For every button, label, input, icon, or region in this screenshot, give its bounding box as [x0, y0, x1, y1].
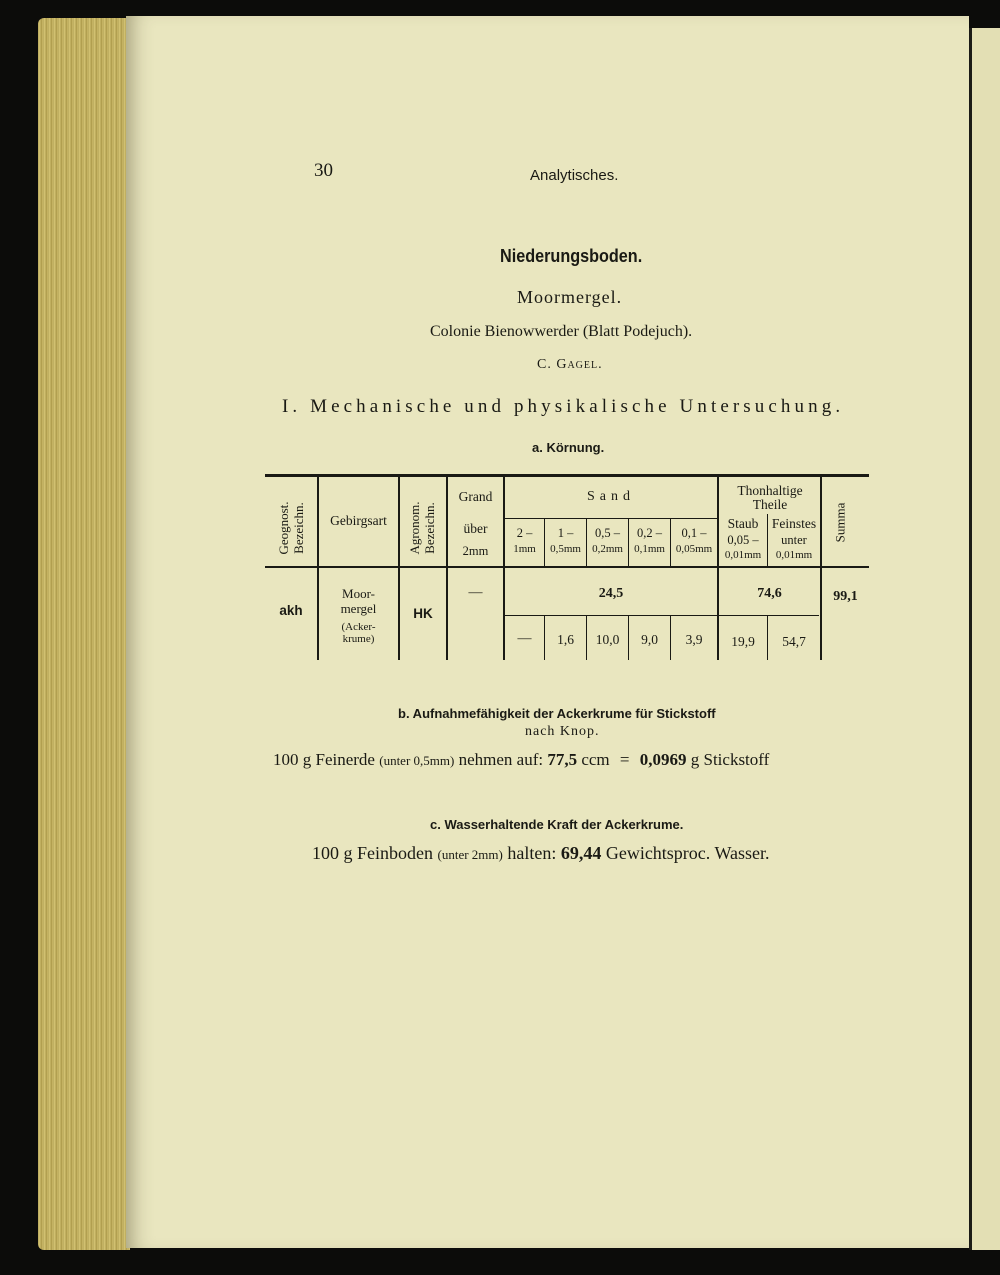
section-b-paren: (unter 0,5mm) — [379, 753, 455, 768]
section-b-equals: = — [619, 750, 630, 769]
row-gebirgsart-3: (Acker- — [341, 621, 376, 633]
section-b-unit-ccm: ccm — [581, 750, 610, 769]
location: Colonie Bienowwerder (Blatt Podejuch). — [430, 323, 693, 340]
section-b-heading: b. Aufnahmefähigkeit der Ackerkrume für Stickstoff — [398, 706, 716, 721]
header-staub-sub: 0,01mm — [724, 549, 762, 561]
header-grand-size: 2mm — [462, 544, 489, 558]
header-agronom: Agronom. Bezeichn. — [407, 501, 437, 555]
author: C. Gagel. — [537, 357, 603, 372]
header-sand-col-5: 0,1 – — [681, 526, 707, 540]
section-b-method: nach Knop. — [525, 724, 600, 739]
row-agronom: HK — [413, 606, 433, 621]
table-top-rule — [265, 474, 869, 477]
header-sand-col-5-sub: 0,05mm — [675, 543, 713, 555]
table-heading: a. Körnung. — [532, 440, 605, 455]
row-geognost: akh — [279, 603, 303, 618]
header-sand: Sand — [587, 489, 635, 504]
section-c-line — [312, 843, 770, 864]
koernung-table — [265, 470, 869, 666]
row-sand-value-1: 1,6 — [557, 632, 574, 647]
row-gebirgsart-2: mergel — [340, 601, 377, 616]
row-gebirgsart-4: krume) — [342, 633, 375, 645]
row-feinstes: 54,7 — [782, 634, 806, 649]
header-staub: Staub — [727, 516, 759, 531]
section-c-text-post: Gewichtsproc. Wasser. — [605, 843, 770, 863]
subtitle: Moormergel. — [517, 287, 623, 307]
section-c-paren: (unter 2mm) — [437, 847, 503, 862]
next-page-edge — [969, 28, 1000, 1250]
running-head: Analytisches. — [530, 167, 619, 184]
header-sand-col-1-sub: 1mm — [513, 543, 536, 555]
row-grand-top: — — [468, 585, 483, 600]
row-thon-total: 74,6 — [757, 586, 782, 601]
col-rule-2 — [398, 476, 400, 660]
header-gebirgsart: Gebirgsart — [330, 513, 387, 528]
section-b-line — [273, 750, 769, 770]
header-sand-col-3-sub: 0,2mm — [592, 543, 623, 555]
header-summa: Summa — [832, 502, 848, 543]
row-sand-value-3: 9,0 — [641, 632, 658, 647]
section-b-text-pre: 100 g Feinerde — [273, 750, 375, 769]
header-sand-col-2: 1 – — [557, 526, 574, 540]
header-feinstes-sub: 0,01mm — [775, 549, 813, 561]
header-sand-col-3: 0,5 – — [595, 526, 620, 540]
section-b-value-ccm: 77,5 — [547, 750, 578, 769]
section-c-value: 69,44 — [560, 843, 602, 863]
page-number: 30 — [314, 160, 333, 181]
section-c-text-pre: 100 g Feinboden — [312, 843, 433, 863]
section-b-text-mid: nehmen auf: — [458, 750, 544, 769]
header-thon: Thonhaltige Theile — [737, 483, 803, 512]
section-b-text-post: g Stickstoff — [690, 750, 770, 769]
header-feinstes: Feinstes — [771, 516, 817, 531]
header-geognost: Geognost. Bezeichn. — [276, 501, 306, 555]
header-grand-ueber: über — [463, 521, 488, 536]
section-b-value-g: 0,0969 — [639, 750, 687, 769]
header-staub-range: 0,05 – — [727, 533, 759, 547]
row-staub: 19,9 — [731, 634, 755, 649]
body-sub-rule — [505, 615, 819, 616]
header-sand-col-1: 2 – — [516, 526, 533, 540]
header-sand-col-2-sub: 0,5mm — [550, 543, 581, 555]
header-grand: Grand — [458, 489, 493, 504]
header-sand-col-4: 0,2 – — [637, 526, 662, 540]
row-gebirgsart-1: Moor- — [342, 586, 375, 601]
col-rule-11 — [820, 476, 822, 660]
sand-sub-rule — [505, 518, 719, 519]
section-c-heading: c. Wasserhaltende Kraft der Ackerkrume. — [430, 817, 684, 832]
row-grand-bottom: — — [517, 631, 532, 646]
header-feinstes-unter: unter — [781, 533, 807, 547]
header-sand-col-4-sub: 0,1mm — [634, 543, 665, 555]
section-heading: I. Mechanische und physikalische Untersuchung. — [282, 396, 845, 417]
table-header-rule — [265, 566, 869, 568]
book-page-edges — [38, 18, 130, 1250]
col-rule-9 — [717, 476, 719, 660]
row-sand-total: 24,5 — [598, 586, 624, 601]
row-summa: 99,1 — [833, 589, 858, 604]
row-sand-value-2: 10,0 — [595, 632, 620, 647]
page-title: Niederungsboden. — [500, 246, 643, 266]
row-sand-value-4: 3,9 — [685, 632, 703, 647]
section-c-text-mid: halten: — [507, 843, 557, 863]
